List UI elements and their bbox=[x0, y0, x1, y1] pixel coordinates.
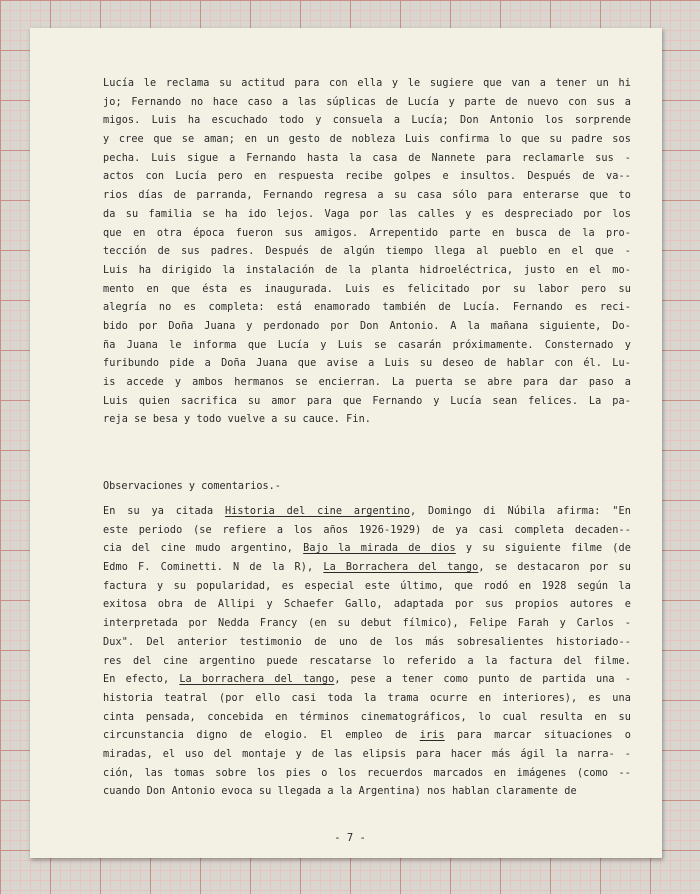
text-line: cuando Don Antonio evoca su llegada a la Argentina) nos hablan claramente de bbox=[103, 786, 577, 798]
section-heading: Observaciones y comentarios.- bbox=[103, 481, 281, 492]
text-line: Luis ha dirigido la instalación de la planta hidroeléctrica, justo en el mo- bbox=[103, 264, 631, 276]
text-line: Edmo F. Cominetti. N de la R), La Borrachera del tango, se destacaron por su bbox=[103, 562, 631, 574]
text-line: historia teatral (por ello casi toda la trama ocurre en interiores), es una bbox=[103, 692, 631, 704]
text-line: migos. Luis ha escuchado todo y consuela a Lucía; Don Antonio los sorprende bbox=[103, 115, 631, 127]
text-line: miradas, el uso del montaje y de las elipsis para hacer más ágil la narra- - bbox=[103, 748, 631, 760]
text-line: En su ya citada Historia del cine argentino, Domingo di Núbila afirma: "En bbox=[103, 506, 631, 517]
text-line: tección de sus padres. Después de algún tiempo llega al pueblo en el que - bbox=[103, 246, 631, 258]
text-line: que en otra época fueron sus amigos. Arrepentido parte en busca de la pro- bbox=[103, 227, 631, 239]
text-line: Luis quien sacrifica su amor para que Fernando y Lucía sean felices. La pa- bbox=[103, 395, 631, 407]
text-line: cinta pensada, concebida en términos cinematográficos, lo cual resulta en su bbox=[103, 711, 631, 723]
text-line: mento en que ésta es inaugurada. Luis es felicitado por su labor pero su bbox=[103, 283, 631, 295]
page-number: - 7 - bbox=[334, 832, 366, 844]
text-line: Lucía le reclama su actitud para con ella y le sugiere que van a tener un hi bbox=[103, 78, 631, 89]
text-line: circunstancia digno de elogio. El empleo de iris para marcar situaciones o bbox=[103, 730, 631, 742]
text-line: da su familia se ha ido lejos. Vaga por las calles y es despreciado por los bbox=[103, 208, 631, 220]
text-line: ña Juana le informa que Lucía y Luis se casarán próximamente. Consternado y bbox=[103, 339, 631, 351]
text-line: actos con Lucía pero en respuesta recibe golpes e insultos. Después de va-- bbox=[103, 171, 631, 183]
text-line: y cree que se aman; en un gesto de nobleza Luis confirma lo que su padre sos bbox=[103, 134, 631, 146]
text-line: furibundo pide a Doña Juana que avise a Luis su deseo de hablar con él. Lu- bbox=[103, 358, 631, 370]
text-line: alegría no es completa: está enamorado también de Lucía. Fernando es reci- bbox=[103, 302, 631, 314]
text-line: bido por Doña Juana y perdonado por Don Antonio. A la mañana siguiente, Do- bbox=[103, 320, 631, 332]
text-line: exitosa obra de Allipi y Schaefer Gallo, adaptada por sus propios autores e bbox=[103, 599, 631, 611]
text-line: jo; Fernando no hace caso a las súplicas de Lucía y parte de nuevo con sus a bbox=[103, 96, 631, 108]
plot-summary-paragraph bbox=[103, 75, 631, 430]
text-line: cia del cine mudo argentino, Bajo la mirada de dios y su siguiente filme (de bbox=[103, 543, 631, 555]
text-line: En efecto, La borrachera del tango, pese a tener como punto de partida una - bbox=[103, 674, 631, 686]
commentary-paragraph bbox=[103, 503, 631, 802]
text-line: pecha. Luis sigue a Fernando hasta la casa de Nannete para reclamarle sus - bbox=[103, 152, 631, 164]
text-line: rios días de parranda, Fernando regresa a su casa sólo para enterarse que to bbox=[103, 190, 631, 202]
text-line: ción, las tomas sobre los pies o los recuerdos marcados en imágenes (como -- bbox=[103, 767, 631, 779]
text-line: este periodo (se refiere a los años 1926-1929) de ya casi completa decaden-- bbox=[103, 524, 631, 536]
text-line: reja se besa y todo vuelve a su cauce. Fin. bbox=[103, 414, 372, 426]
text-line: factura y su popularidad, es especial este último, que rodó en 1928 según la bbox=[103, 580, 631, 592]
text-line: interpretada por Nedda Francy (en su debut fílmico), Felipe Farah y Carlos - bbox=[103, 618, 631, 630]
text-line: res del cine argentino puede rescatarse lo referido a la factura del filme. bbox=[103, 655, 631, 667]
text-line: is accede y ambos hermanos se encierran. La puerta se abre para dar paso a bbox=[103, 377, 631, 388]
text-line: Dux". Del anterior testimonio de uno de los más sobresalientes historiado-- bbox=[103, 636, 631, 648]
